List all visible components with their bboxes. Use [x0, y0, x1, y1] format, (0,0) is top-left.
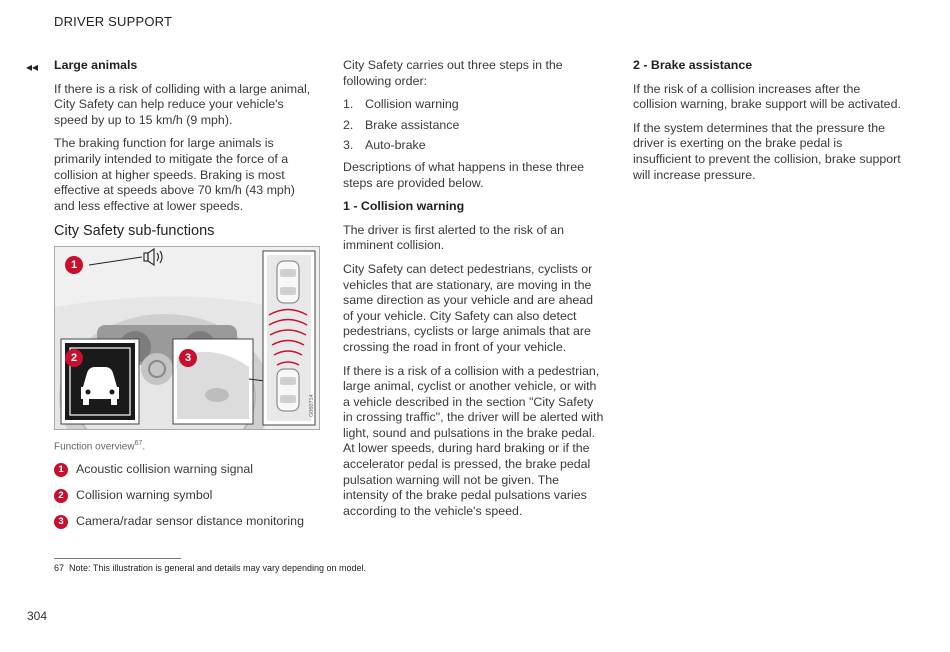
dashboard-illustration: [55, 247, 319, 429]
step-label: Collision warning: [365, 97, 459, 112]
heading-large-animals: Large animals: [54, 58, 138, 72]
section-header: DRIVER SUPPORT: [54, 14, 173, 29]
legend-number: 2: [54, 489, 68, 503]
heading-brake-assistance: 2 - Brake assistance: [633, 58, 753, 72]
paragraph: If there is a risk of a collision with a pedestrian, large animal, cyclist or another vehicle, or with a vehicle described in the section "City Safety in crossing traffic", the driver will be alerted with light, sound and pulsations in the brake pedal. At lower speeds, during hard braking or if the accelerator pedal is pressed, the brake pedal pulsation warning will not be given. The intensity of the brake pedal pulsations varies according to the vehicle's speed.: [343, 363, 604, 518]
function-overview-illustration: [54, 246, 320, 430]
heading-sub-functions: City Safety sub-functions: [54, 223, 215, 240]
legend-number: 1: [54, 463, 68, 477]
step-number: 2.: [343, 117, 354, 132]
footnote-divider: [54, 558, 181, 559]
step-label: Auto-brake: [365, 138, 426, 153]
step-label: Brake assistance: [365, 117, 460, 132]
footnote-text: Note: This illustration is general and details may vary depending on model.: [69, 563, 367, 573]
legend-text: Collision warning symbol: [76, 487, 213, 502]
callout-badge-1: 1: [65, 256, 83, 274]
paragraph: If the system determines that the pressure the driver is exerting on the brake pedal is insufficient to prevent the collision, brake support will increase pressure.: [633, 120, 901, 182]
paragraph: If the risk of a collision increases after the collision warning, brake support will be activated.: [633, 81, 901, 112]
back-arrow-icon[interactable]: ◂◂: [26, 60, 39, 74]
list-item: [343, 97, 605, 113]
footnote: [54, 563, 366, 573]
legend-item-1: [54, 462, 316, 477]
footnote-ref[interactable]: 67: [134, 439, 143, 447]
list-item: [343, 138, 605, 154]
list-item: [343, 118, 605, 134]
page-number: 304: [27, 609, 48, 623]
column-1: [54, 58, 316, 529]
legend-item-3: [54, 514, 316, 529]
legend-text: Acoustic collision warning signal: [76, 461, 253, 476]
callout-badge-3: 3: [179, 349, 197, 367]
footnote-number: 67: [54, 563, 65, 573]
paragraph: The braking function for large animals is primarily intended to mitigate the force of a collision at higher speeds. Braking is most effective at speeds above 70 km/h (43 mph) and less effective at lower speeds.: [54, 136, 295, 213]
column-2: [343, 58, 605, 527]
caption-text: Function overview: [54, 441, 135, 453]
paragraph: If there is a risk of colliding with a large animal, City Safety can help reduce your vehicle's speed by up to 15 km/h (9 mph).: [54, 81, 311, 127]
paragraph: City Safety carries out three steps in the following order:: [343, 58, 563, 88]
heading-collision-warning: 1 - Collision warning: [343, 199, 465, 214]
paragraph: Descriptions of what happens in these three steps are provided below.: [343, 159, 585, 190]
legend-text: Camera/radar sensor distance monitoring: [76, 513, 304, 528]
paragraph: The driver is first alerted to the risk of an imminent collision.: [343, 222, 565, 253]
step-number: 3.: [343, 138, 354, 153]
legend-number: 3: [54, 515, 68, 529]
steps-list: [343, 97, 605, 154]
paragraph: City Safety can detect pedestrians, cyclists or vehicles that are stationary, are moving in the same direction as your vehicle and are ahead of your vehicle. City Safety can also detect pedestrians, cyclists or large animals that are crossing the road in front of your vehicle.: [343, 261, 594, 354]
illustration-code: G060714: [309, 394, 315, 417]
figure-caption: Function overview$^{67}$.: [54, 439, 146, 453]
step-number: 1.: [343, 97, 354, 112]
callout-badge-2: 2: [65, 349, 83, 367]
legend-item-2: [54, 488, 316, 503]
column-3: [633, 58, 903, 191]
